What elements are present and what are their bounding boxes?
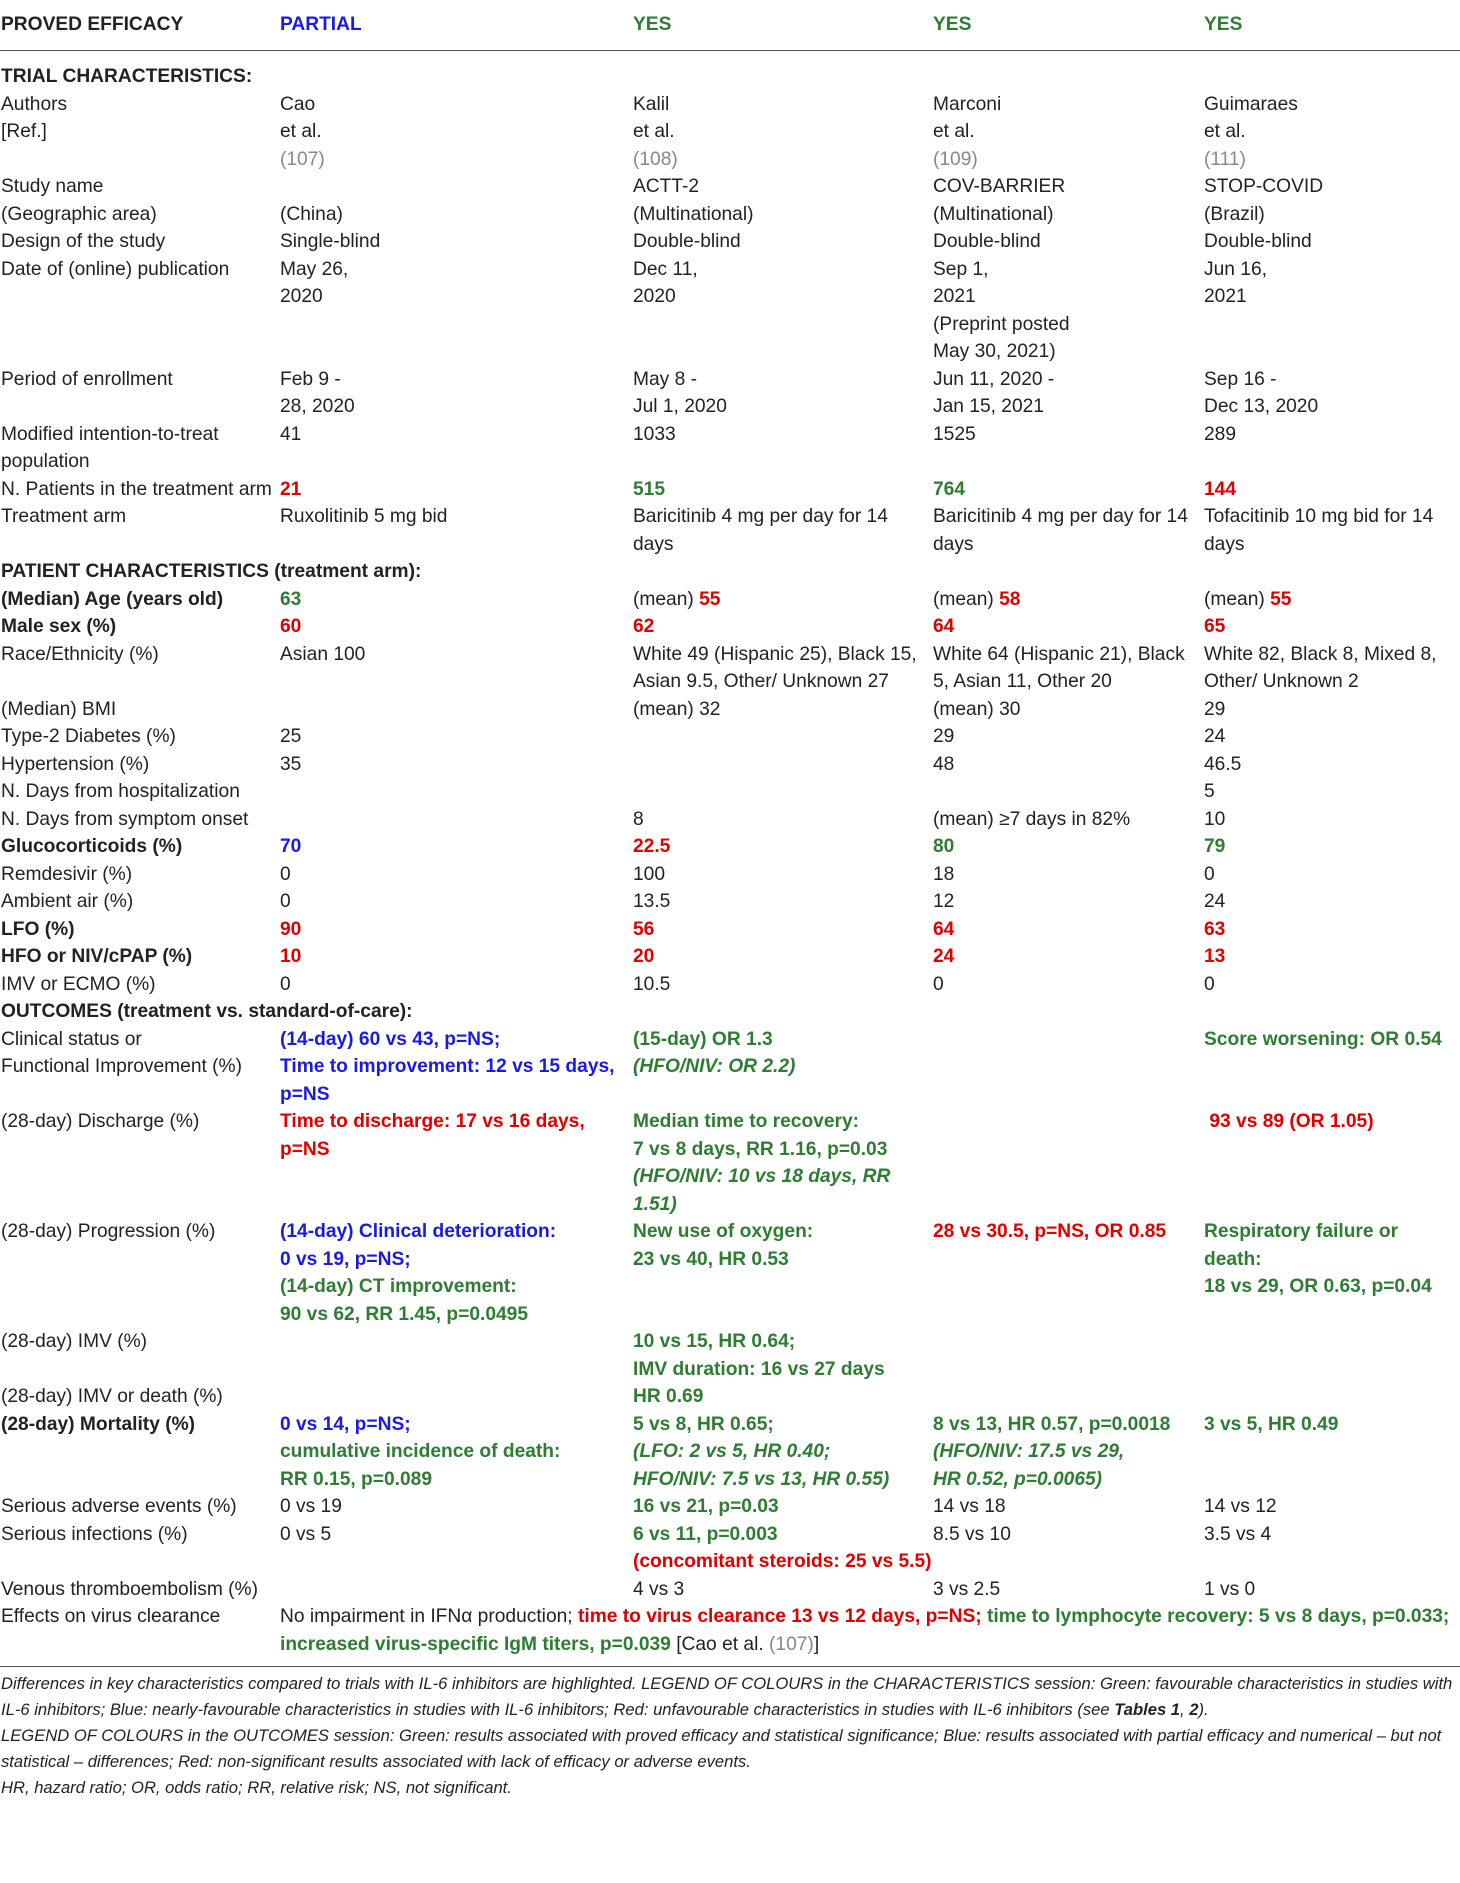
cell: Kalil xyxy=(633,93,670,115)
cell xyxy=(1203,1218,1460,1328)
section-row-outcomes xyxy=(0,998,1460,1026)
cell: 1033 xyxy=(633,423,676,445)
period-line: Sep 16 - xyxy=(1204,368,1277,390)
row-label: Type-2 Diabetes (%) xyxy=(1,726,176,747)
cell: Tofacitinib 10 mg bid for 14 days xyxy=(1204,506,1434,555)
cell xyxy=(932,1108,1203,1218)
outcome-line: 5 vs 8, HR 0.65; xyxy=(633,1413,774,1435)
cell: 14 vs 18 xyxy=(933,1496,1006,1517)
cell: Double-blind xyxy=(1204,231,1312,252)
et-al: et al. xyxy=(1204,121,1246,142)
header-label: PROVED EFFICACY xyxy=(1,14,184,36)
section-title-patient: PATIENT CHARACTERISTICS (treatment arm): xyxy=(1,561,422,582)
cell xyxy=(632,778,932,806)
row-label: (Median) Age (years old) xyxy=(1,588,224,610)
date-line: 2020 xyxy=(633,286,676,307)
outcome-line: HR 0.52, p=0.0065) xyxy=(933,1468,1103,1490)
cell: 63 xyxy=(280,588,302,610)
row-label-line: Functional Improvement (%) xyxy=(1,1056,242,1077)
cell xyxy=(279,696,632,724)
period-line: Jul 1, 2020 xyxy=(633,396,727,417)
cell: Baricitinib 4 mg per day for 14 days xyxy=(933,506,1188,555)
virus-text: time to virus clearance 13 vs 12 days, p=NS; xyxy=(577,1606,982,1627)
cell xyxy=(632,118,932,173)
cell: 18 xyxy=(933,863,955,885)
cell: 8.5 vs 10 xyxy=(933,1523,1011,1545)
cell xyxy=(632,1108,932,1218)
cell: 41 xyxy=(280,423,302,445)
virus-text: ] xyxy=(813,1633,820,1655)
row-label: LFO (%) xyxy=(1,918,75,940)
table-row xyxy=(0,586,1460,614)
cell: 1 vs 0 xyxy=(1204,1578,1256,1600)
table-row xyxy=(0,476,1460,504)
cell: 12 xyxy=(933,891,955,912)
table-row xyxy=(0,1603,1460,1667)
row-label: HFO or NIV/cPAP (%) xyxy=(1,946,193,967)
cell xyxy=(632,1328,932,1383)
row-label: Authors xyxy=(1,93,68,115)
age-value: 55 xyxy=(699,588,721,610)
cell xyxy=(632,1411,932,1494)
cell: 1525 xyxy=(933,423,976,445)
cell xyxy=(632,256,932,366)
cell: 24 xyxy=(1204,891,1226,912)
cell xyxy=(1203,256,1460,366)
table-row xyxy=(0,173,1460,201)
outcome-line: (14-day) 60 vs 43, p=NS; xyxy=(280,1028,501,1050)
footnote-text: , xyxy=(1180,1700,1190,1719)
table-footnote xyxy=(0,1667,1460,1801)
period-line: Jan 15, 2021 xyxy=(933,396,1044,417)
cell xyxy=(932,118,1203,173)
row-label: Serious adverse events (%) xyxy=(1,1496,237,1517)
ref-link[interactable]: (111) xyxy=(1204,148,1246,170)
cell: 80 xyxy=(933,836,955,857)
row-label: Male sex (%) xyxy=(1,616,117,637)
footnote-text: Differences in key characteristics compared to trials with IL-6 inhibitors are highlighted. LEGEND OF COLOURS in the CHARACTERISTICS session: Green: favourable characteristics in studies with IL-6 inhibitors; Blue: nearly-favourable characteristics in studies with IL-6 inhibitors; Red: unfavourable characteristics in studies with IL-6 inhibitors (see xyxy=(1,1674,1453,1719)
row-label: Serious infections (%) xyxy=(1,1523,188,1545)
cell: 20 xyxy=(633,946,655,967)
row-label: Period of enrollment xyxy=(1,368,173,390)
cell: 0 vs 5 xyxy=(280,1523,332,1545)
outcome-line: 93 vs 89 (OR 1.05) xyxy=(1209,1111,1374,1132)
cell xyxy=(632,366,932,421)
row-label: N. Days from hospitalization xyxy=(1,781,240,802)
cell xyxy=(279,1576,632,1604)
cell xyxy=(279,1383,632,1411)
table-row xyxy=(0,1218,1460,1328)
cell xyxy=(632,723,932,751)
period-line: May 8 - xyxy=(633,368,697,390)
cell xyxy=(932,586,1203,614)
cell: (mean) ≥7 days in 82% xyxy=(933,808,1131,830)
row-label: (Geographic area) xyxy=(1,203,157,225)
cell: 79 xyxy=(1204,836,1226,857)
ref-link[interactable]: (107) xyxy=(280,148,325,170)
table-row xyxy=(0,91,1460,119)
outcome-line: HFO/NIV: 7.5 vs 13, HR 0.55) xyxy=(633,1468,890,1490)
cell: Marconi xyxy=(933,93,1002,115)
virus-text: [Cao et al. xyxy=(676,1633,764,1655)
cell: 0 xyxy=(280,973,291,995)
cell: 0 vs 19 xyxy=(280,1496,342,1517)
row-label: Study name xyxy=(1,176,104,197)
cell xyxy=(279,778,632,806)
table-row xyxy=(0,1026,1460,1109)
table-row xyxy=(0,723,1460,751)
cell: 8 xyxy=(633,808,644,830)
section-title-outcomes: OUTCOMES (treatment vs. standard-of-care): xyxy=(1,1001,413,1022)
header-row xyxy=(0,0,1460,51)
row-label: Venous thromboembolism (%) xyxy=(1,1578,259,1600)
outcome-line: 10 vs 15, HR 0.64; xyxy=(633,1331,796,1352)
cell: Asian 100 xyxy=(280,643,366,665)
cell: HR 0.69 xyxy=(633,1386,704,1407)
cell: 70 xyxy=(280,836,302,857)
cell: 16 vs 21, p=0.03 xyxy=(633,1496,779,1517)
cell: Double-blind xyxy=(933,231,1041,252)
date-line: May 26, xyxy=(280,258,349,280)
cell: 515 xyxy=(633,478,666,500)
cell xyxy=(1203,1108,1460,1218)
et-al: et al. xyxy=(633,121,675,142)
table-link[interactable]: Tables 1 xyxy=(1114,1700,1181,1719)
period-line: 28, 2020 xyxy=(280,396,355,417)
cell: (China) xyxy=(280,203,343,225)
row-label: [Ref.] xyxy=(1,121,47,142)
cell xyxy=(279,1411,632,1494)
date-line: (Preprint posted xyxy=(933,313,1070,335)
cell: 29 xyxy=(1204,698,1226,720)
outcome-line: (HFO/NIV: 17.5 vs 29, xyxy=(933,1441,1125,1462)
date-line: Sep 1, xyxy=(933,258,989,280)
outcome-line: (LFO: 2 vs 5, HR 0.40; xyxy=(633,1441,831,1462)
cell xyxy=(1203,586,1460,614)
cell: 144 xyxy=(1204,478,1237,500)
cell: (mean) 30 xyxy=(933,698,1021,720)
row-label: Design of the study xyxy=(1,231,166,252)
table-row xyxy=(0,503,1460,558)
row-label: (28-day) Discharge (%) xyxy=(1,1111,200,1132)
cell xyxy=(632,751,932,779)
row-label xyxy=(0,1026,279,1109)
cell: 24 xyxy=(933,946,955,967)
row-label: Hypertension (%) xyxy=(1,753,150,775)
cell: 90 xyxy=(280,918,302,940)
table-row xyxy=(0,613,1460,641)
mean-prefix: (mean) xyxy=(933,588,994,610)
header-col-4: YES xyxy=(1204,14,1243,36)
cell xyxy=(279,118,632,173)
date-line: May 30, 2021) xyxy=(933,341,1056,362)
cell xyxy=(932,778,1203,806)
cell xyxy=(1203,118,1460,173)
cell: 21 xyxy=(280,478,302,500)
cell: White 49 (Hispanic 25), Black 15, Asian 9.5, Other/ Unknown 27 xyxy=(633,643,917,692)
table-row xyxy=(0,916,1460,944)
period-line: Dec 13, 2020 xyxy=(1204,396,1319,417)
cell: COV-BARRIER xyxy=(933,176,1066,197)
table-row xyxy=(0,943,1460,971)
cell: 22.5 xyxy=(633,836,671,857)
table-row xyxy=(0,778,1460,806)
table-link[interactable]: 2 xyxy=(1189,1700,1199,1719)
row-label: (28-day) Progression (%) xyxy=(1,1221,216,1242)
cell xyxy=(1203,1383,1460,1411)
row-label: Treatment arm xyxy=(1,506,127,527)
cell xyxy=(279,366,632,421)
table-row xyxy=(0,1411,1460,1494)
table-row xyxy=(0,366,1460,421)
outcome-line: 0 vs 19, p=NS; xyxy=(280,1248,411,1270)
ref-link[interactable]: (107) xyxy=(769,1633,814,1655)
cell xyxy=(279,1026,632,1109)
row-label-line: Clinical status or xyxy=(1,1028,142,1050)
table-row xyxy=(0,641,1460,696)
cell: Cao xyxy=(280,93,316,115)
cell: (mean) 32 xyxy=(633,698,721,720)
cell: 46.5 xyxy=(1204,753,1242,775)
cell xyxy=(632,586,932,614)
table-row xyxy=(0,833,1460,861)
table-row xyxy=(0,1108,1460,1218)
cell xyxy=(632,1521,932,1576)
row-label: (28-day) Mortality (%) xyxy=(1,1413,196,1435)
cell: White 82, Black 8, Mixed 8, Other/ Unknown 2 xyxy=(1204,643,1437,692)
row-label: Glucocorticoids (%) xyxy=(1,836,183,857)
outcome-line: 0 vs 14, p=NS; xyxy=(280,1413,411,1435)
cell: 10.5 xyxy=(633,973,671,995)
cell xyxy=(932,1383,1203,1411)
cell xyxy=(932,256,1203,366)
outcome-line: 18 vs 29, OR 0.63, p=0.04 xyxy=(1204,1276,1432,1297)
row-label: IMV or ECMO (%) xyxy=(1,973,156,995)
outcome-line: 90 vs 62, RR 1.45, p=0.0495 xyxy=(280,1303,529,1325)
header-col-3: YES xyxy=(933,14,972,36)
cell xyxy=(932,366,1203,421)
cell xyxy=(279,806,632,834)
outcome-line: cumulative incidence of death: xyxy=(280,1441,561,1462)
table-row xyxy=(0,1383,1460,1411)
outcome-line: Respiratory failure or death: xyxy=(1204,1221,1399,1270)
header-col-2: YES xyxy=(633,14,672,36)
section-row-patient xyxy=(0,558,1460,586)
cell: 65 xyxy=(1204,616,1226,637)
cell: 14 vs 12 xyxy=(1204,1496,1277,1517)
table-row xyxy=(0,971,1460,999)
section-title-trial: TRIAL CHARACTERISTICS: xyxy=(1,66,253,87)
footnote-paragraph: HR, hazard ratio; OR, odds ratio; RR, relative risk; NS, not significant. xyxy=(1,1778,512,1797)
cell: 64 xyxy=(933,616,955,637)
cell: STOP-COVID xyxy=(1204,176,1324,197)
table-row xyxy=(0,696,1460,724)
cell: 5 xyxy=(1204,781,1215,802)
cell: 3.5 vs 4 xyxy=(1204,1523,1272,1545)
row-label: Remdesivir (%) xyxy=(1,863,133,885)
cell: 4 vs 3 xyxy=(633,1578,685,1600)
cell: (Multinational) xyxy=(633,203,754,225)
date-line: Dec 11, xyxy=(633,258,698,280)
cell: 764 xyxy=(933,478,966,500)
cell: 24 xyxy=(1204,726,1226,747)
cell: 0 xyxy=(280,891,291,912)
age-value: 55 xyxy=(1270,588,1292,610)
cell: Ruxolitinib 5 mg bid xyxy=(280,506,448,527)
cell: Single-blind xyxy=(280,231,381,252)
cell: 289 xyxy=(1204,423,1237,445)
virus-text: time to lymphocyte recovery: 5 vs 8 days, p=0.033; increased virus-specific IgM titers, p=0.039 xyxy=(280,1606,1450,1655)
et-al: et al. xyxy=(280,121,322,142)
footnote-text: ). xyxy=(1198,1700,1209,1719)
date-line: 2021 xyxy=(1204,286,1247,307)
outcome-line: New use of oxygen: xyxy=(633,1221,814,1242)
outcome-line: 7 vs 8 days, RR 1.16, p=0.03 xyxy=(633,1138,888,1160)
table-row xyxy=(0,1493,1460,1521)
table-row xyxy=(0,888,1460,916)
cell: 10 xyxy=(280,946,302,967)
cell: 60 xyxy=(280,616,302,637)
outcome-line: (14-day) Clinical deterioration: xyxy=(280,1221,557,1242)
ref-link[interactable]: (108) xyxy=(633,148,678,170)
outcome-line: RR 0.15, p=0.089 xyxy=(280,1468,432,1490)
cell: Double-blind xyxy=(633,231,741,252)
cell xyxy=(279,1218,632,1328)
cell: 0 xyxy=(280,863,291,885)
cell: 100 xyxy=(633,863,666,885)
mean-prefix: (mean) xyxy=(1204,588,1265,610)
cell: 63 xyxy=(1204,918,1226,940)
cell: Score worsening: OR 0.54 xyxy=(1204,1028,1442,1050)
outcome-line: (HFO/NIV: 10 vs 18 days, RR 1.51) xyxy=(633,1166,891,1215)
table-row xyxy=(0,256,1460,366)
outcome-line: 6 vs 11, p=0.003 xyxy=(633,1523,778,1545)
cell: 3 vs 2.5 xyxy=(933,1578,1001,1600)
cell: 35 xyxy=(280,753,302,775)
age-value: 58 xyxy=(999,588,1021,610)
date-line: Jun 16, xyxy=(1204,258,1267,280)
footnote-paragraph: LEGEND OF COLOURS in the OUTCOMES session: Green: results associated with proved efficacy and statistical significance; Blue: results associated with partial efficacy and numerical – but not statistical – differences; Red: non-significant results associated with lack of efficacy or adverse events. xyxy=(1,1726,1442,1771)
outcome-line: Median time to recovery: xyxy=(633,1111,860,1132)
table-row xyxy=(0,1328,1460,1383)
header-col-1: PARTIAL xyxy=(280,14,362,36)
cell: 13 xyxy=(1204,946,1226,967)
row-label: (28-day) IMV or death (%) xyxy=(1,1386,223,1407)
table-row xyxy=(0,118,1460,173)
row-label: Effects on virus clearance xyxy=(1,1606,221,1627)
cell: Time to discharge: 17 vs 16 days, p=NS xyxy=(280,1111,585,1160)
cell xyxy=(279,1328,632,1383)
cell: 64 xyxy=(933,918,955,940)
row-label: Ambient air (%) xyxy=(1,891,134,912)
cell: ACTT-2 xyxy=(633,176,700,197)
cell: 10 xyxy=(1204,808,1226,830)
row-label: Race/Ethnicity (%) xyxy=(1,643,159,665)
cell xyxy=(632,1026,932,1109)
cell xyxy=(279,256,632,366)
row-label: N. Patients in the treatment arm xyxy=(1,478,272,500)
ref-link[interactable]: (109) xyxy=(933,148,978,170)
outcome-line: IMV duration: 16 vs 27 days xyxy=(633,1358,885,1380)
table-row xyxy=(0,751,1460,779)
period-line: Jun 11, 2020 - xyxy=(933,368,1055,390)
cell: 29 xyxy=(933,726,955,747)
table-row xyxy=(0,201,1460,229)
outcome-line: (15-day) OR 1.3 xyxy=(633,1028,773,1050)
cell: Baricitinib 4 mg per day for 14 days xyxy=(633,506,888,555)
cell: 0 xyxy=(933,973,944,995)
cell: Guimaraes xyxy=(1204,93,1298,115)
table-row xyxy=(0,1576,1460,1604)
cell: 13.5 xyxy=(633,891,671,912)
cell: 48 xyxy=(933,753,955,775)
cell: (Multinational) xyxy=(933,203,1054,225)
table-row xyxy=(0,1521,1460,1576)
table-row xyxy=(0,421,1460,476)
outcome-line: (HFO/NIV: OR 2.2) xyxy=(633,1056,796,1077)
cell: 28 vs 30.5, p=NS, OR 0.85 xyxy=(933,1221,1167,1242)
outcome-line: 8 vs 13, HR 0.57, p=0.0018 xyxy=(933,1413,1171,1435)
table-row xyxy=(0,228,1460,256)
row-label: (28-day) IMV (%) xyxy=(1,1331,148,1352)
cell: 25 xyxy=(280,726,302,747)
table-row xyxy=(0,861,1460,889)
section-row-trial xyxy=(0,51,1460,91)
row-label: N. Days from symptom onset xyxy=(1,808,249,830)
et-al: et al. xyxy=(933,121,975,142)
cell xyxy=(932,1328,1203,1383)
outcome-line: 23 vs 40, HR 0.53 xyxy=(633,1248,789,1270)
cell xyxy=(1203,1328,1460,1383)
row-label: Date of (online) publication xyxy=(1,258,230,280)
cell: (Brazil) xyxy=(1204,203,1265,225)
cell: 0 xyxy=(1204,973,1215,995)
footnote-paragraph xyxy=(1,1671,1460,1723)
cell xyxy=(279,1603,1460,1667)
outcome-line: Time to improvement: 12 vs 15 days, p=NS xyxy=(280,1056,615,1105)
cell: 0 xyxy=(1204,863,1215,885)
cell xyxy=(279,173,632,201)
row-label: (Median) BMI xyxy=(1,698,117,720)
mean-prefix: (mean) xyxy=(633,588,694,610)
cell xyxy=(932,1411,1203,1494)
cell xyxy=(632,1218,932,1328)
cell: 56 xyxy=(633,918,655,940)
outcome-line: (concomitant steroids: 25 vs 5.5) xyxy=(633,1551,932,1572)
outcome-line: (14-day) CT improvement: xyxy=(280,1276,517,1297)
cell xyxy=(932,1026,1203,1109)
period-line: Feb 9 - xyxy=(280,368,341,390)
date-line: 2021 xyxy=(933,286,976,307)
cell: 62 xyxy=(633,616,655,637)
cell xyxy=(1203,366,1460,421)
table-row xyxy=(0,806,1460,834)
cell: White 64 (Hispanic 21), Black 5, Asian 11, Other 20 xyxy=(933,643,1185,692)
cell: 3 vs 5, HR 0.49 xyxy=(1204,1413,1339,1435)
date-line: 2020 xyxy=(280,286,323,307)
row-label: Modified intention-to-treat population xyxy=(1,423,219,472)
virus-text: No impairment in IFNα production; xyxy=(280,1606,573,1627)
